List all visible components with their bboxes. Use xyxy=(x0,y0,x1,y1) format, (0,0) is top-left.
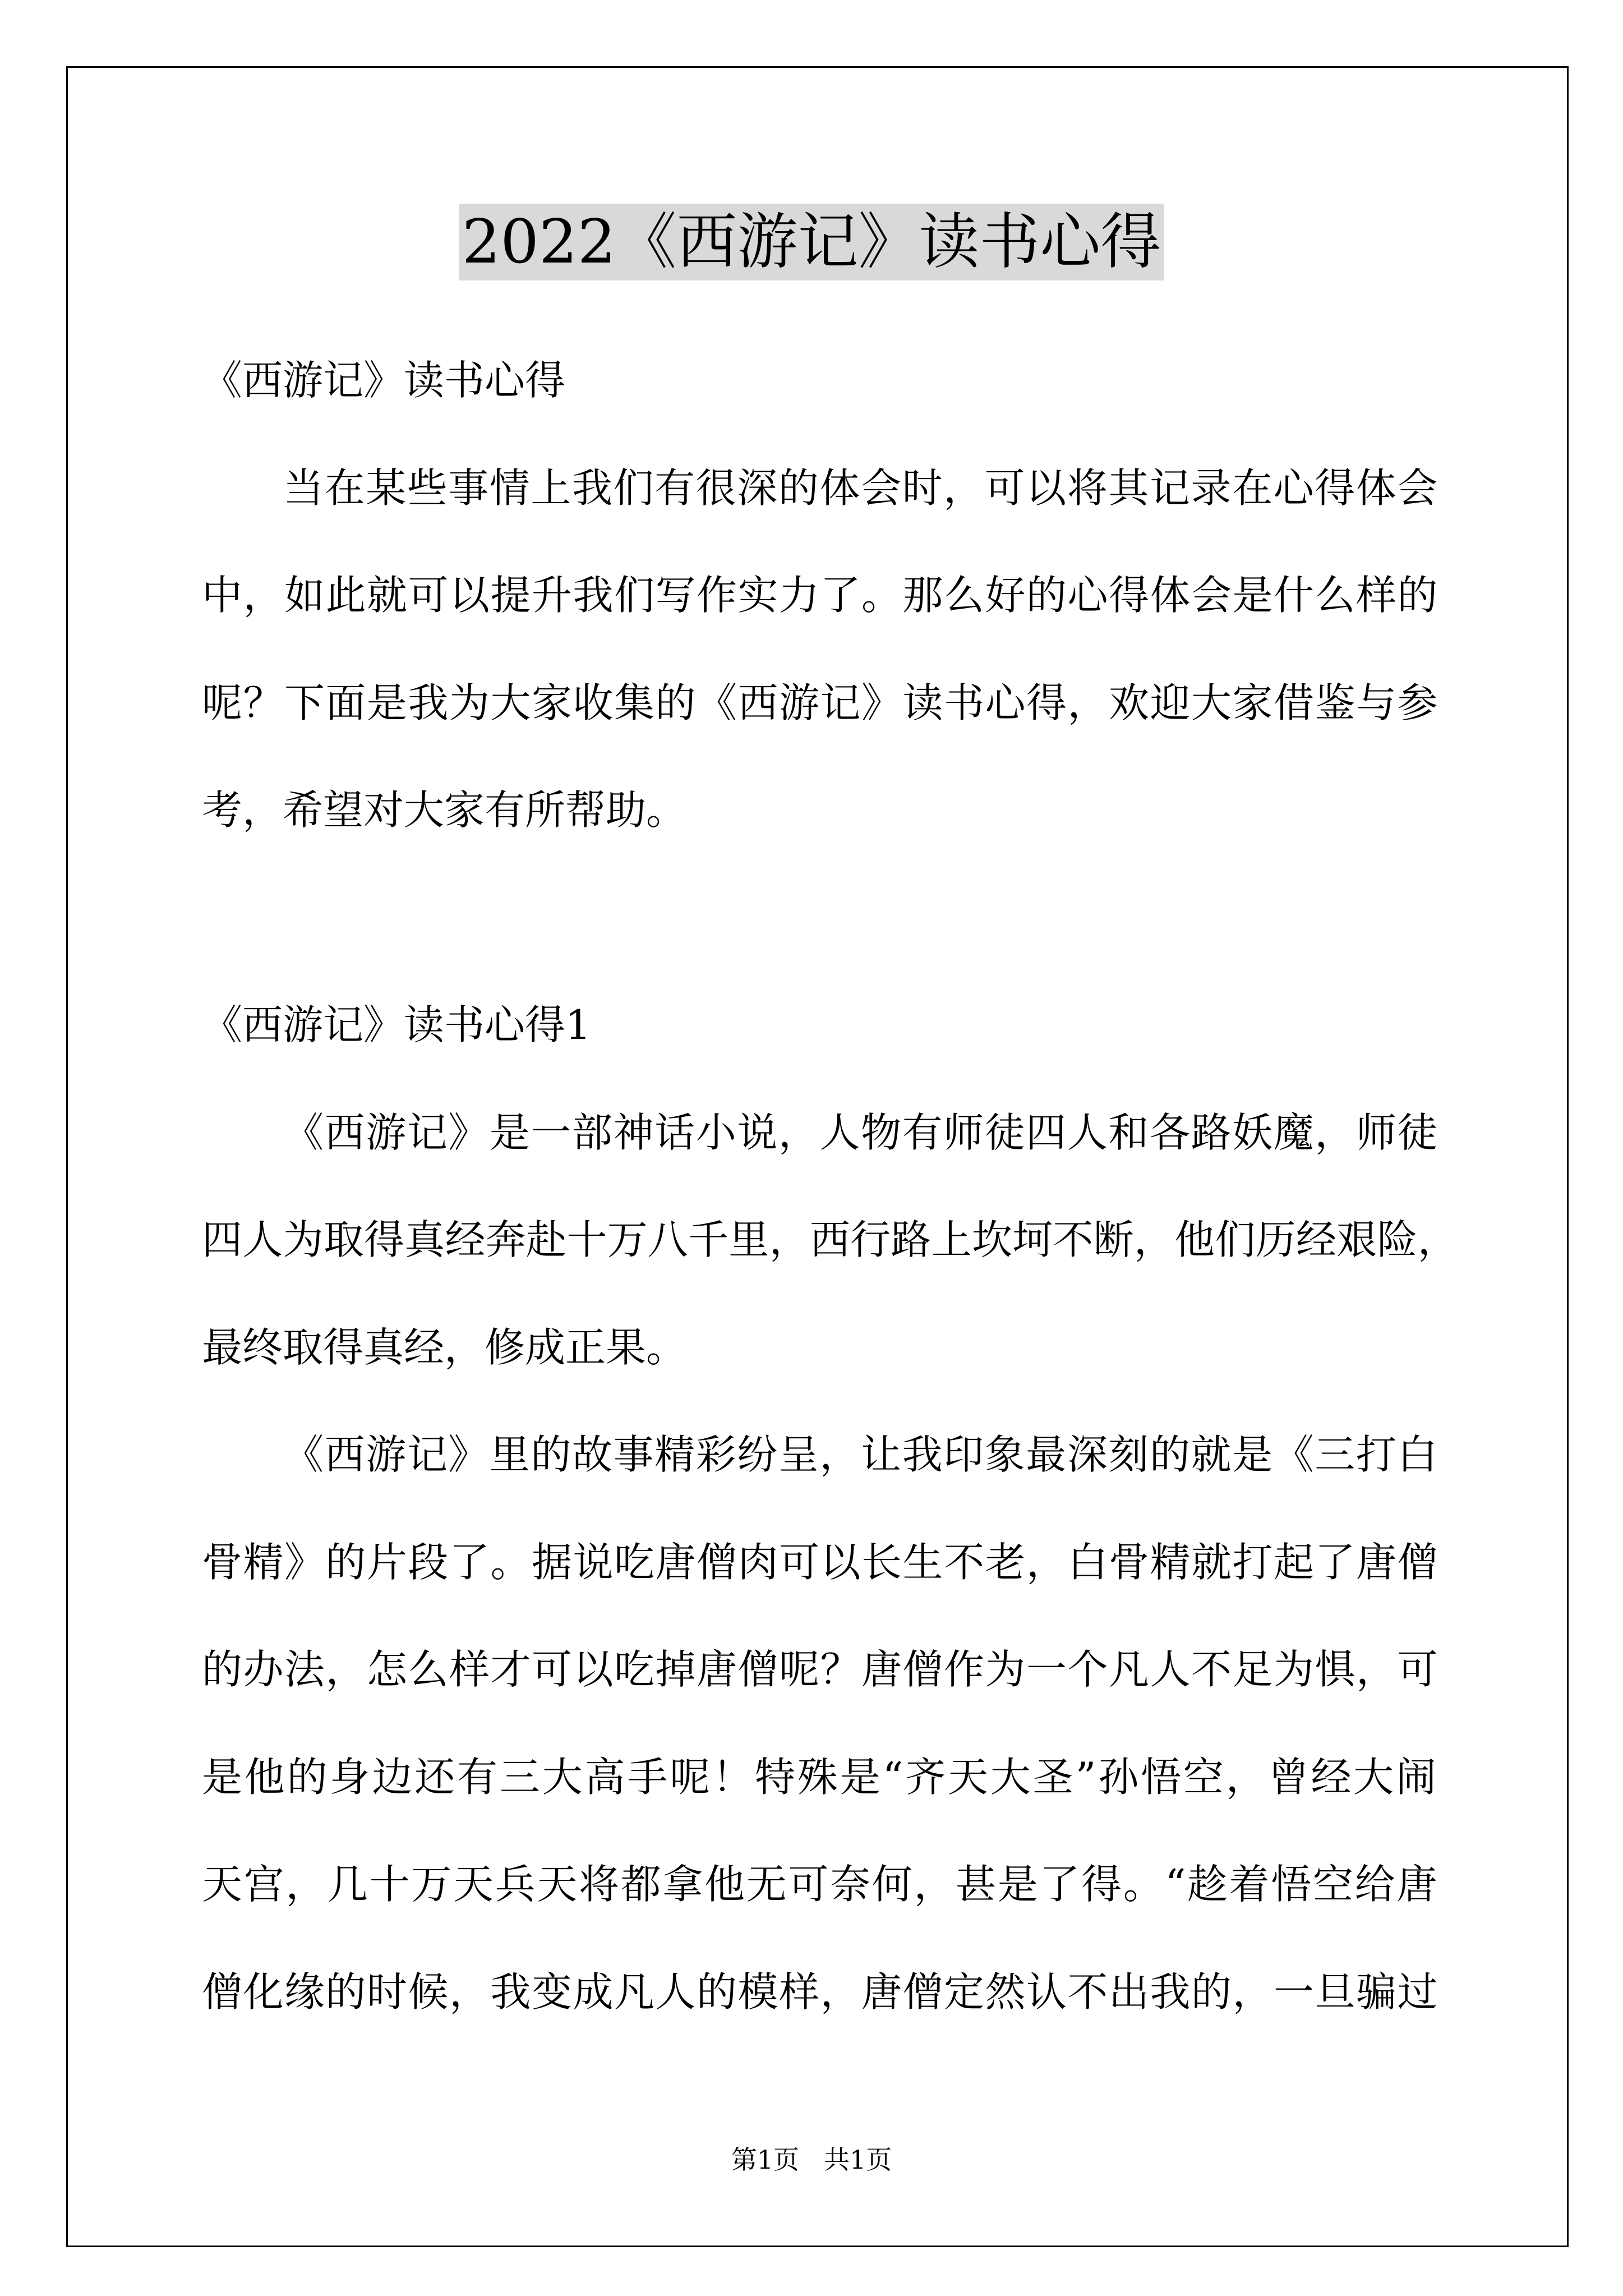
intro-line xyxy=(202,435,1438,542)
heading-row xyxy=(202,327,1438,435)
intro-line xyxy=(202,542,1438,650)
paragraph-2-line xyxy=(202,1509,1438,1617)
paragraph-line-text: 《西游记》里的故事精彩纷呈，让我印象最深刻的就是《三打白 xyxy=(283,1431,1438,1478)
title-container xyxy=(0,204,1623,280)
paragraph-line-text: 天宫，几十万天兵天将都拿他无可奈何，甚是了得。“趁着悟空给唐 xyxy=(202,1861,1438,1908)
intro-line xyxy=(202,757,1438,864)
paragraph-line-text: 骨精》的片段了。据说吃唐僧肉可以长生不老，白骨精就打起了唐僧 xyxy=(202,1538,1438,1586)
document-title: 2022《西游记》读书心得 xyxy=(459,204,1165,280)
intro-line xyxy=(202,650,1438,757)
paragraph-1-line xyxy=(202,1186,1458,1294)
paragraph-2-line xyxy=(202,1401,1438,1509)
intro-line-text: 中，如此就可以提升我们写作实力了。那么好的心得体会是什么样的 xyxy=(202,572,1438,619)
paragraph-line-text: 是他的身边还有三大高手呢！特殊是“齐天大圣”孙悟空，曾经大闹 xyxy=(202,1753,1438,1801)
paragraph-2-line xyxy=(202,1724,1438,1832)
paragraph-2-line xyxy=(202,1831,1438,1939)
intro-line-text: 考，希望对大家有所帮助。 xyxy=(202,786,687,834)
page-footer xyxy=(0,2143,1623,2177)
paragraph-1-line xyxy=(202,1294,1438,1402)
blank-line xyxy=(202,864,1438,972)
intro-line-text: 呢？下面是我为大家收集的《西游记》读书心得，欢迎大家借鉴与参 xyxy=(202,679,1438,726)
paragraph-line-text: 最终取得真经，修成正果。 xyxy=(202,1323,687,1371)
document-heading: 《西游记》读书心得 xyxy=(202,357,566,404)
page-number: 第1页 xyxy=(731,2145,799,2175)
paragraph-1-line xyxy=(202,1079,1438,1187)
paragraph-line-text: 《西游记》是一部神话小说，人物有师徒四人和各路妖魔，师徒 xyxy=(283,1108,1438,1156)
paragraph-2-line xyxy=(202,1616,1438,1724)
section-heading-row xyxy=(202,972,1438,1079)
page-total: 共1页 xyxy=(824,2145,892,2175)
paragraph-line-text: 僧化缘的时候，我变成凡人的模样，唐僧定然认不出我的，一旦骗过 xyxy=(202,1968,1438,2016)
paragraph-line-text: 的办法，怎么样才可以吃掉唐僧呢？唐僧作为一个凡人不足为惧，可 xyxy=(202,1646,1438,1693)
section-heading: 《西游记》读书心得1 xyxy=(202,1001,591,1048)
paragraph-2-line xyxy=(202,1939,1438,2046)
intro-line-text: 当在某些事情上我们有很深的体会时，可以将其记录在心得体会 xyxy=(283,464,1438,512)
document-body xyxy=(202,327,1492,2046)
paragraph-line-text: 四人为取得真经奔赴十万八千里，西行路上坎坷不断，他们历经艰险， xyxy=(202,1216,1458,1263)
